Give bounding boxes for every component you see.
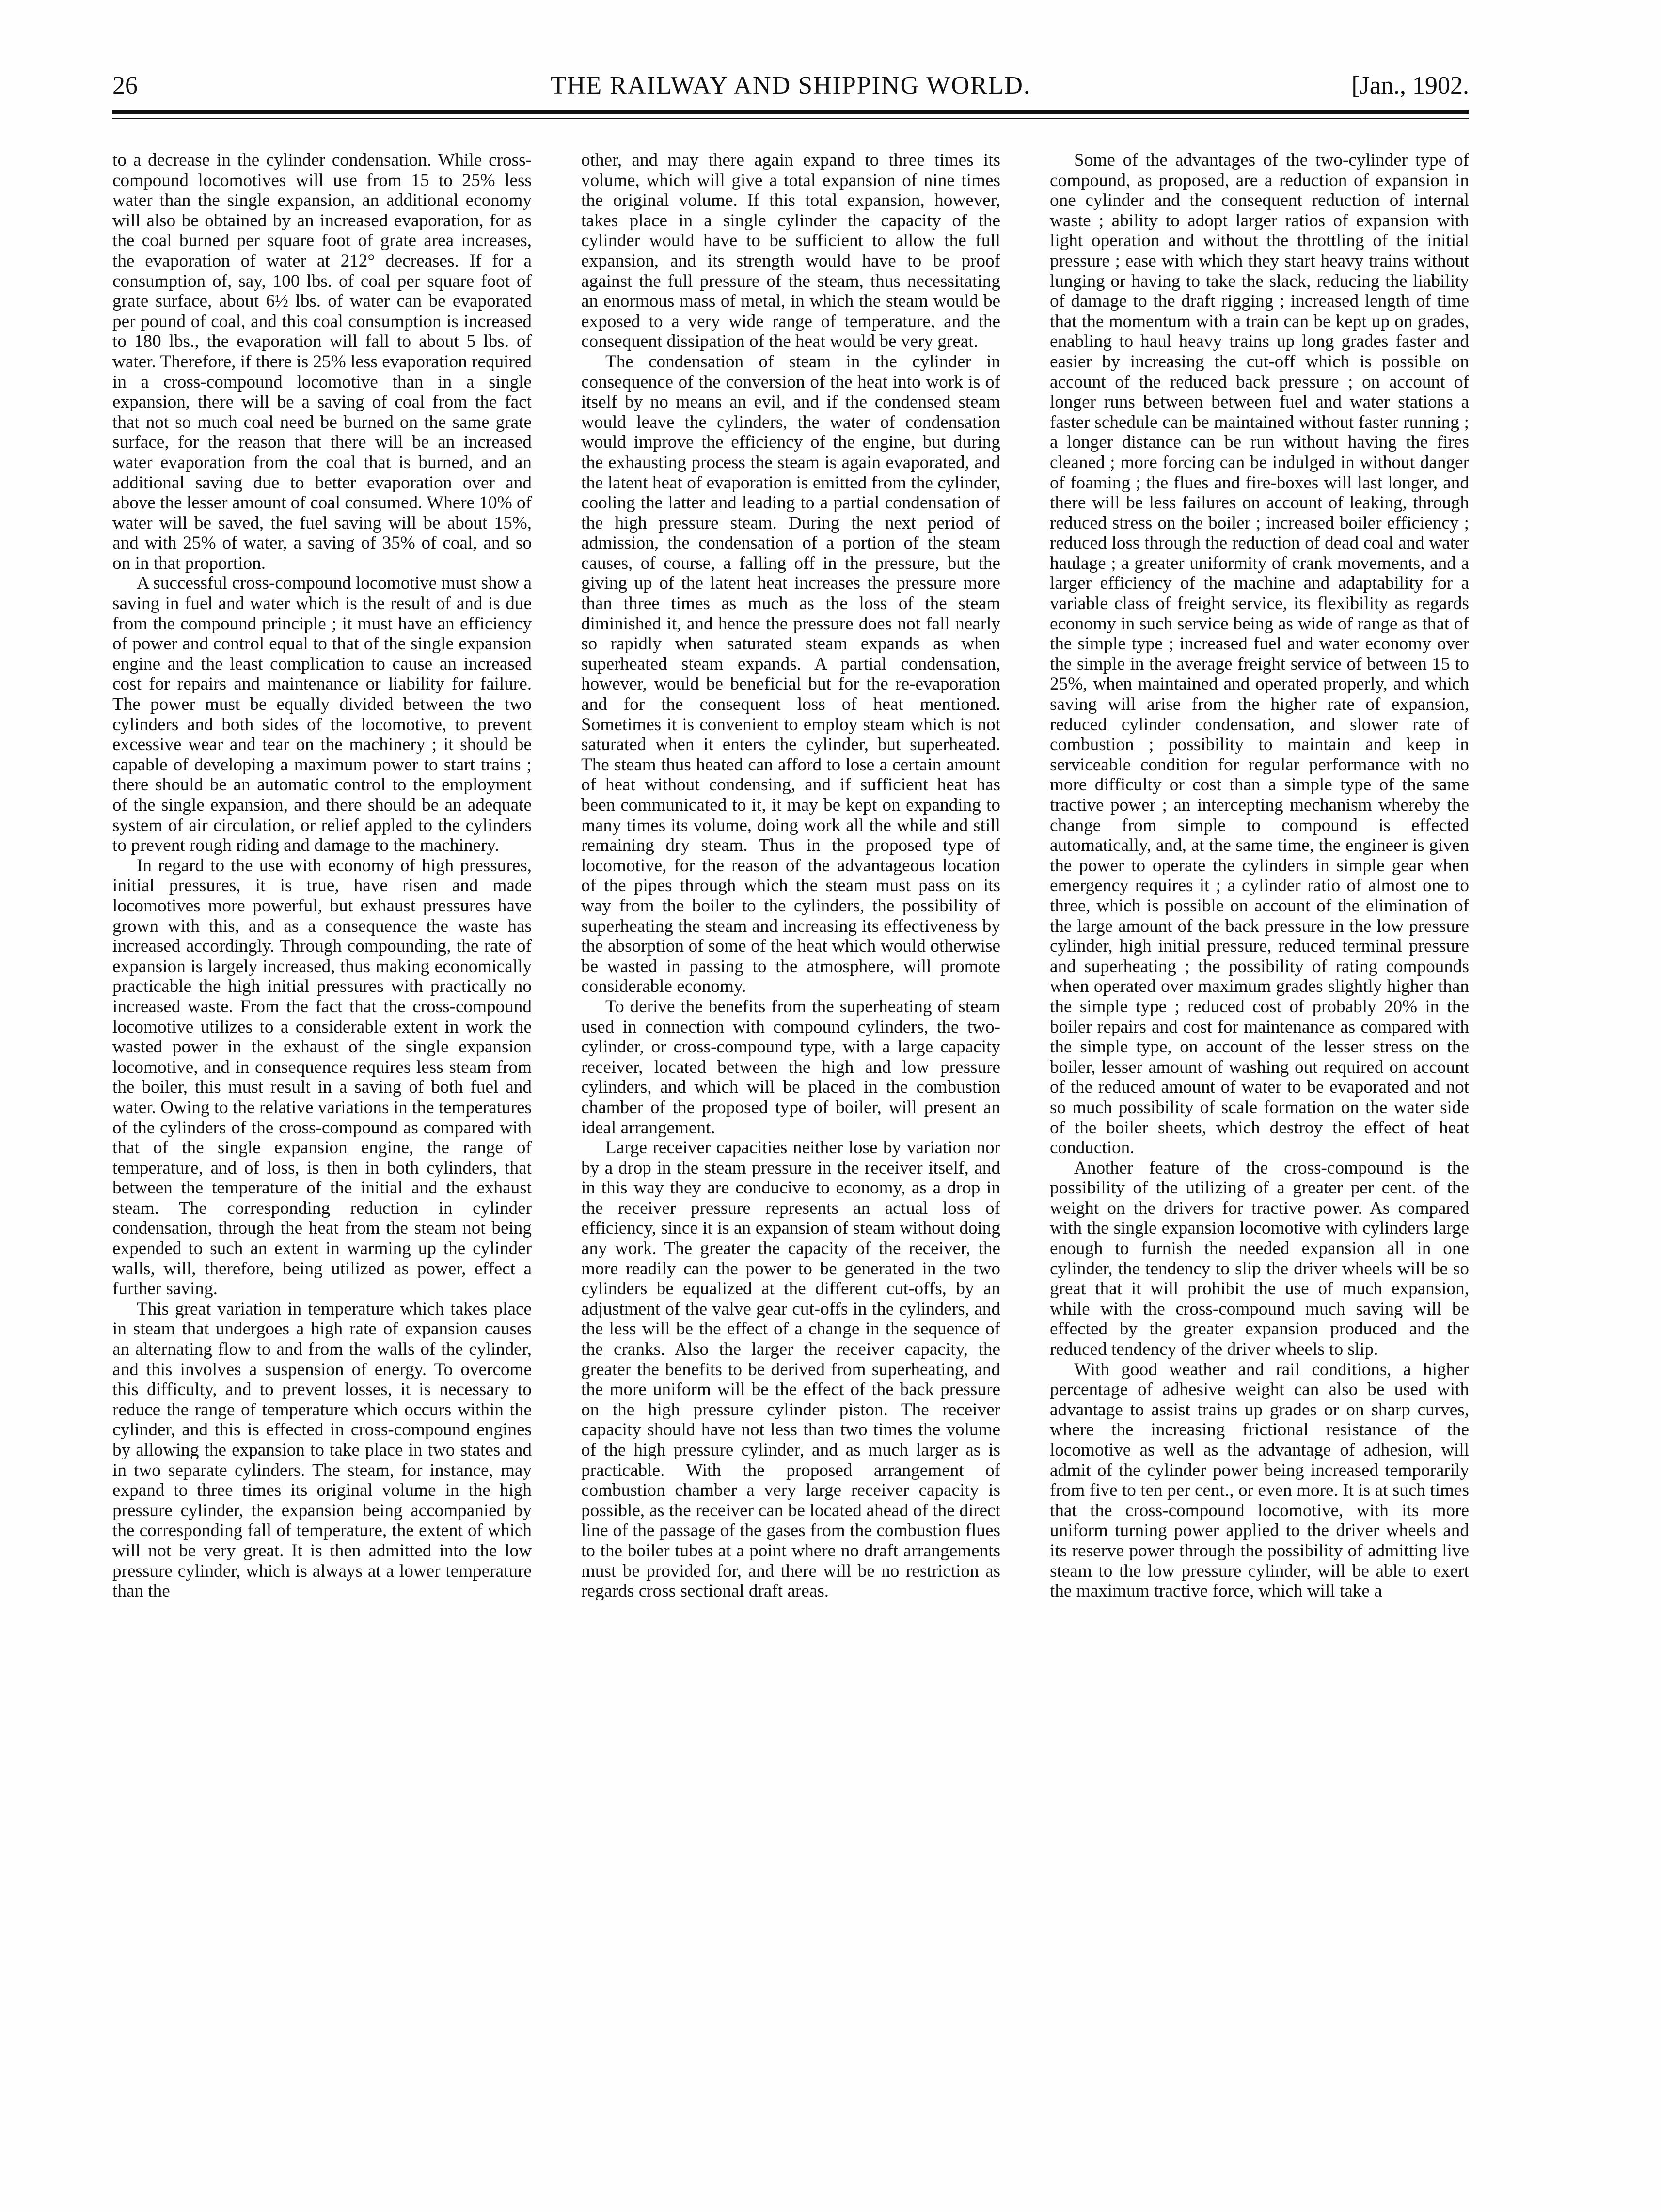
paragraph: to a decrease in the cylinder condensation. While cross-compound locomotives will use from 15 to 25% less water than the single expansion, an additional economy will also be obtained by an increased evaporation, for as the coal burned per square foot of grate area increases, the evaporation of water at 212° decreases. If for a consumption of, say, 100 lbs. of coal per square foot of grate surface, about 6½ lbs. of water can be evaporated per pound of coal, and this coal consumption is increased to 180 lbs., the evaporation will fall to about 5 lbs. of water. Therefore, if there is 25% less evaporation required in a cross-compound locomotive than in a single expansion, there will be a saving of coal from the fact that not so much coal need be burned on the same grate surface, for the reason that there will be an increased water evaporation from the coal that is burned, and an additional saving due to better evaporation over and above the lesser amount of coal consumed. Where 10% of water will be saved, the fuel saving will be about 15%, and with 25% of water, a saving of 35% of coal, and so on in that proportion. — [112, 150, 532, 573]
paragraph: The condensation of steam in the cylinder in consequence of the conversion of the heat into work is of itself by no means an evil, and if the condensed steam would leave the cylinders, the water of condensation would improve the efficiency of the engine, but during the exhausting process the steam is again evaporated, and the latent heat of evaporation is emitted from the cylinder, cooling the latter and leading to a partial condensation of the high pressure steam. During the next period of admission, the condensation of a portion of the steam causes, of course, a falling off in the pressure, but the giving up of the latent heat increases the pressure more than three times as much as the loss of the steam diminished it, and hence the pressure does not fall nearly so rapidly when saturated steam expands as when superheated steam expands. A partial condensation, however, would be beneficial but for the re-evaporation and for the consequent loss of heat mentioned. Sometimes it is convenient to employ steam which is not saturated when it enters the cylinder, but superheated. The steam thus heated can afford to lose a certain amount of heat without condensing, and if sufficient heat has been communicated to it, it may be kept on expanding to many times its volume, doing work all the while and still remaining dry steam. Thus in the proposed type of locomotive, for the reason of the advantageous location of the pipes through which the steam must pass on its way from the boiler to the cylinders, the possibility of superheating the steam and increasing its effectiveness by the absorption of some of the heat which would otherwise be wasted in passing to the atmosphere, will promote considerable economy. — [581, 351, 1000, 997]
paragraph: A successful cross-compound locomotive must show a saving in fuel and water which is the result of and is due from the compound principle ; it must have an efficiency of power and control equal to that of the single expansion engine and the least complication to cause an increased cost for repairs and maintenance or liability for failure. The power must be equally divided between the two cylinders and both sides of the locomotive, to prevent excessive wear and tear on the machinery ; it should be capable of developing a maximum power to start trains ; there should be an automatic control to the employment of the single expansion, and there should be an adequate system of air circulation, or relief appled to the cylinders to prevent rough riding and damage to the machinery. — [112, 573, 532, 856]
paragraph: Another feature of the cross-compound is the possibility of the utilizing of a greater per cent. of the weight on the drivers for tractive power. As compared with the single expansion locomotive with cylinders large enough to furnish the needed expansion all in one cylinder, the tendency to slip the driver wheels will be so great that it will prohibit the use of much expansion, while with the cross-compound much saving will be effected by the greater expansion produced and the reduced tendency of the driver wheels to slip. — [1050, 1158, 1469, 1360]
paragraph: In regard to the use with economy of high pressures, initial pressures, it is true, have risen and made locomotives more powerful, but exhaust pressures have grown with this, and as a consequence the waste has increased accordingly. Through compounding, the rate of expansion is largely increased, thus making economically practicable the high initial pressures with practically no increased waste. From the fact that the cross-compound locomotive utilizes to a considerable extent in work the wasted power in the exhaust of the single expansion locomotive, and in consequence requires less steam from the boiler, this must result in a saving of both fuel and water. Owing to the relative variations in the temperatures of the cylinders of the cross-compound as compared with that of the single expansion engine, the range of temperature, and of loss, is then in both cylinders, that between the temperature of the initial and the exhaust steam. The corresponding reduction in cylinder condensation, through the heat from the steam not being expended to such an extent in warming up the cylinder walls, will, therefore, being utilized as power, effect a further saving. — [112, 855, 532, 1299]
paragraph: With good weather and rail conditions, a higher percentage of adhesive weight can also be used with advantage to assist trains up grades or on sharp curves, where the increasing frictional resistance of the locomotive as well as the advantage of adhesion, will admit of the cylinder power being increased temporarily from five to ten per cent., or even more. It is at such times that the cross-compound locomotive, with its more uniform turning power applied to the driver wheels and its reserve power through the possibility of admitting live steam to the low pressure cylinder, will be able to exert the maximum tractive force, which will take a — [1050, 1359, 1469, 1601]
paragraph: To derive the benefits from the superheating of steam used in connection with compound cylinders, the two-cylinder, or cross-compound type, with a large capacity receiver, located between the high and low pressure cylinders, and which will be placed in the combustion chamber of the proposed type of boiler, will present an ideal arrangement. — [581, 996, 1000, 1138]
paragraph: This great variation in temperature which takes place in steam that undergoes a high rate of expansion causes an alternating flow to and from the walls of the cylinder, and this involves a suspension of energy. To overcome this difficulty, and to prevent losses, it is necessary to reduce the range of temperature which occurs within the cylinder, and this is effected in cross-compound engines by allowing the expansion to take place in two states and in two separate cylinders. The steam, for instance, may expand to three times its original volume in the high pressure cylinder, the expansion being accompanied by the corresponding fall of temperature, the extent of which will not be very great. It is then admitted into the low pressure cylinder, which is always at a lower temperature than the — [112, 1299, 532, 1601]
paragraph: other, and may there again expand to three times its volume, which will give a total expansion of nine times the original volume. If this total expansion, however, takes place in a single cylinder the capacity of the cylinder would have to be sufficient to allow the full expansion, and its strength would have to be proof against the full pressure of the steam, thus necessitating an enormous mass of metal, in which the steam would be exposed to a very wide range of temperature, and the consequent dissipation of the heat would be very great. — [581, 150, 1000, 352]
text-column-2 — [581, 150, 1000, 2156]
page-header — [112, 66, 1469, 106]
article-columns — [112, 150, 1469, 2156]
publication-title: THE RAILWAY AND SHIPPING WORLD. — [551, 72, 1031, 99]
text-column-1 — [112, 150, 532, 2156]
issue-date: [Jan., 1902. — [1351, 72, 1469, 99]
header-rule-thin — [112, 118, 1469, 119]
paragraph: Some of the advantages of the two-cylinder type of compound, as proposed, are a reduction of expansion in one cylinder and the consequent reduction of internal waste ; ability to adopt larger ratios of expansion with light operation and without the throttling of the initial pressure ; ease with which they start heavy trains without lunging or having to take the slack, reducing the liability of damage to the draft rigging ; increased length of time that the momentum with a train can be kept up on grades, enabling to haul heavy trains up long grades faster and easier by increasing the cut-off which is possible on account of the reduced back pressure ; on account of longer runs between between fuel and water stations a faster schedule can be maintained without faster running ; a longer distance can be run without having the fires cleaned ; more forcing can be indulged in without danger of foaming ; the flues and fire-boxes will last longer, and there will be less failures on account of leaking, through reduced stress on the boiler ; increased boiler efficiency ; reduced loss through the reduction of dead coal and water haulage ; a greater uniformity of crank movements, and a larger efficiency of the machine and adaptability for a variable class of freight service, its flexibility as regards economy in such service being as wide of range as that of the simple type ; increased fuel and water economy over the simple in the average freight service of between 15 to 25%, when maintained and operated properly, and which saving will arise from the higher rate of expansion, reduced cylinder condensation, and slower rate of combustion ; possibility to maintain and keep in serviceable condition for regular performance with no more difficulty or cost than a simple type of the same tractive power ; an intercepting mechanism whereby the change from simple to compound is effected automatically, and, at the same time, the engineer is given the power to operate the cylinders in simple gear when emergency requires it ; a cylinder ratio of almost one to three, which is possible on account of the elimination of the large amount of the back pressure in the low pressure cylinder, high initial pressure, reduced terminal pressure and superheating ; the possibility of rating compounds when operated over maximum grades slightly higher than the simple type ; reduced cost of probably 20% in the boiler repairs and cost for maintenance as compared with the simple type, on account of the lesser stress on the boiler, lesser amount of washing out required on account of the reduced amount of water to be evaporated and not so much possibility of scale formation on the water side of the boiler sheets, which destroy the effect of heat conduction. — [1050, 150, 1469, 1158]
page-number: 26 — [112, 72, 138, 99]
header-rule-thick — [112, 110, 1469, 114]
text-column-3 — [1050, 150, 1469, 2156]
paragraph: Large receiver capacities neither lose by variation nor by a drop in the steam pressure in the receiver itself, and in this way they are conducive to economy, as a drop in the receiver pressure represents an actual loss of efficiency, since it is an expansion of steam without doing any work. The greater the capacity of the receiver, the more readily can the power to be generated in the two cylinders be equalized at the different cut-offs, by an adjustment of the valve gear cut-offs in the cylinders, and the less will be the effect of a change in the sequence of the cranks. Also the larger the receiver capacity, the greater the benefits to be derived from superheating, and the more uniform will be the effect of the back pressure on the high pressure cylinder piston. The receiver capacity should have not less than two times the volume of the high pressure cylinder, and as much larger as is practicable. With the proposed arrangement of combustion chamber a very large receiver capacity is possible, as the receiver can be located ahead of the direct line of the passage of the gases from the combustion flues to the boiler tubes at a point where no draft arrangements must be provided for, and there will be no restriction as regards cross sectional draft areas. — [581, 1138, 1000, 1601]
